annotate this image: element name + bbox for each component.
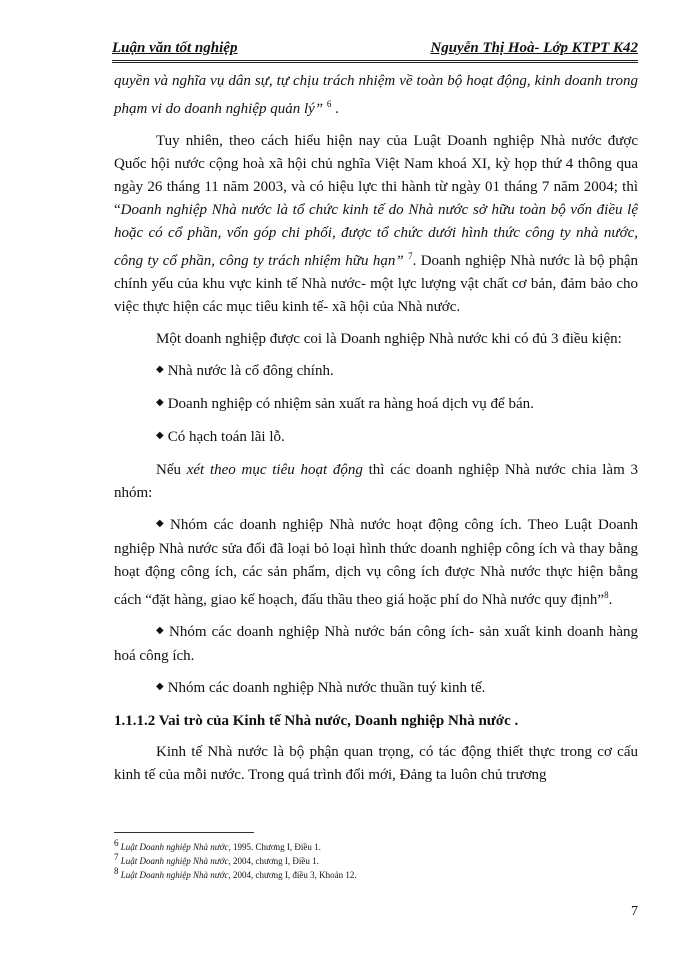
section-heading: 1.1.1.2 Vai trò của Kinh tế Nhà nước, Doanh nghiệp Nhà nước . bbox=[114, 713, 519, 729]
paragraph-1-end: . bbox=[335, 101, 339, 117]
bullet-item bbox=[114, 621, 638, 668]
footnotes bbox=[114, 838, 634, 880]
bullet-text: Có hạch toán lãi lỗ. bbox=[167, 429, 285, 445]
footnote-rest: , 2004, chương I, điều 3, Khoản 12. bbox=[228, 870, 357, 880]
paragraph-5: Kinh tế Nhà nước là bộ phận quan trọng, có tác động thiết thực trong cơ cấu kinh tế của mỗi nước. Trong quá trình đổi mới, Đảng ta luôn chủ trương bbox=[114, 744, 638, 783]
footnote-title: Luật Doanh nghiệp Nhà nước bbox=[120, 870, 229, 880]
bullet-item bbox=[114, 360, 638, 384]
header-right: Nguyễn Thị Hoà- Lớp KTPT K42 bbox=[430, 40, 638, 56]
bullet-icon: ◆ bbox=[156, 681, 164, 692]
footnote-number: 8 bbox=[114, 866, 119, 876]
bullet-icon: ◆ bbox=[156, 625, 166, 636]
bullet-item bbox=[114, 426, 638, 450]
bullet-text: Nhà nước là cổ đông chính. bbox=[167, 363, 334, 379]
paragraph-4-italic: xét theo mục tiêu hoạt động bbox=[186, 462, 363, 478]
paragraph-4 bbox=[114, 459, 638, 505]
paragraph-4-b: thì các doanh nghiệp Nhà nước chia làm 3 nhóm: bbox=[114, 462, 638, 501]
bullet-text: Doanh nghiệp có nhiệm sản xuất ra hàng hoá dịch vụ để bán. bbox=[167, 396, 534, 412]
footnote-ref-8: 8 bbox=[604, 590, 609, 600]
bullet-text: Nhóm các doanh nghiệp Nhà nước thuần tuý kinh tế. bbox=[167, 680, 486, 696]
paragraph-1 bbox=[114, 70, 638, 121]
header-left: Luận văn tốt nghiệp bbox=[112, 40, 238, 56]
footnote-title: Luật Doanh nghiệp Nhà nước bbox=[120, 856, 229, 866]
bullet-icon: ◆ bbox=[156, 518, 167, 529]
bullet-end: . bbox=[608, 592, 613, 608]
paragraph-4-a: Nếu bbox=[156, 462, 187, 478]
paragraph-2-b: . Doanh nghiệp Nhà nước là bộ phận chính yếu của khu vực kinh tế Nhà nước- một lực lượng vật chất cơ bản, đảm bảo cho việc thực hiện các mục tiêu kinh tế- xã hội của Nhà nước. bbox=[114, 253, 639, 315]
bullet-text: Nhóm các doanh nghiệp Nhà nước hoạt động công ích. Theo Luật Doanh nghiệp Nhà nước sửa đổi đã loại bỏ loại hình thức doanh nghiệp công ích và thay bằng hoạt động công ích, các sản phẩm, dịch vụ công ích được Nhà nước thực hiện bằng cách “đặt hàng, giao kế hoạch, đấu thầu theo giá hoặc phí do Nhà nước quy định” bbox=[114, 517, 638, 608]
footnote-item bbox=[114, 838, 634, 852]
bullet-text: Nhóm các doanh nghiệp Nhà nước bán công ích- sản xuất kinh doanh hàng hoá công ích. bbox=[114, 624, 638, 664]
page-header bbox=[112, 38, 638, 63]
footnote-ref-6: 6 bbox=[326, 99, 332, 109]
bullet-item bbox=[114, 677, 638, 701]
paragraph-1-italic: quyền và nghĩa vụ dân sự, tự chịu trách nhiệm về toàn bộ hoạt động, kinh doanh trong phạm vi do doanh nghiệp quản lý” bbox=[114, 73, 638, 117]
footnote-separator bbox=[114, 832, 254, 833]
footnote-number: 7 bbox=[114, 852, 119, 862]
footnote-number: 6 bbox=[114, 838, 119, 848]
footnote-item bbox=[114, 866, 634, 880]
bullet-icon: ◆ bbox=[156, 397, 164, 408]
footnote-rest: , 2004, chương I, Điều 1. bbox=[228, 856, 319, 866]
bullet-icon: ◆ bbox=[156, 364, 164, 375]
footnote-item bbox=[114, 852, 634, 866]
footnote-title: Luật Doanh nghiệp Nhà nước bbox=[120, 842, 229, 852]
bullet-icon: ◆ bbox=[156, 430, 164, 441]
footnote-ref-7: 7 bbox=[408, 251, 413, 261]
footnote-rest: , 1995. Chương I, Điều 1. bbox=[228, 842, 321, 852]
paragraph-2-italic: Doanh nghiệp Nhà nước là tổ chức kinh tế do Nhà nước sở hữu toàn bộ vốn điều lệ hoặc có cổ phần, vốn góp chi phối, được tổ chức dưới hình thức công ty nhà nước, công ty cổ phần, công ty trách nhiệm hữu hạn” bbox=[114, 202, 638, 269]
bullet-item bbox=[114, 393, 638, 417]
paragraph-2 bbox=[114, 130, 638, 319]
bullet-item bbox=[114, 514, 638, 612]
paragraph-3: Một doanh nghiệp được coi là Doanh nghiệp Nhà nước khi có đủ 3 điều kiện: bbox=[156, 331, 622, 347]
page-body bbox=[114, 70, 638, 796]
page-number: 7 bbox=[631, 904, 638, 919]
paragraph-2-a: Tuy nhiên, theo cách hiểu hiện nay của Luật Doanh nghiệp Nhà nước được Quốc hội nước cộng hoà xã hội chủ nghĩa Việt Nam khoá XI, kỳ họp thứ 4 thông qua ngày 26 tháng 11 năm 2003, và có hiệu lực thi hành từ ngày 01 tháng 7 năm 2004; thì “ bbox=[114, 133, 638, 218]
